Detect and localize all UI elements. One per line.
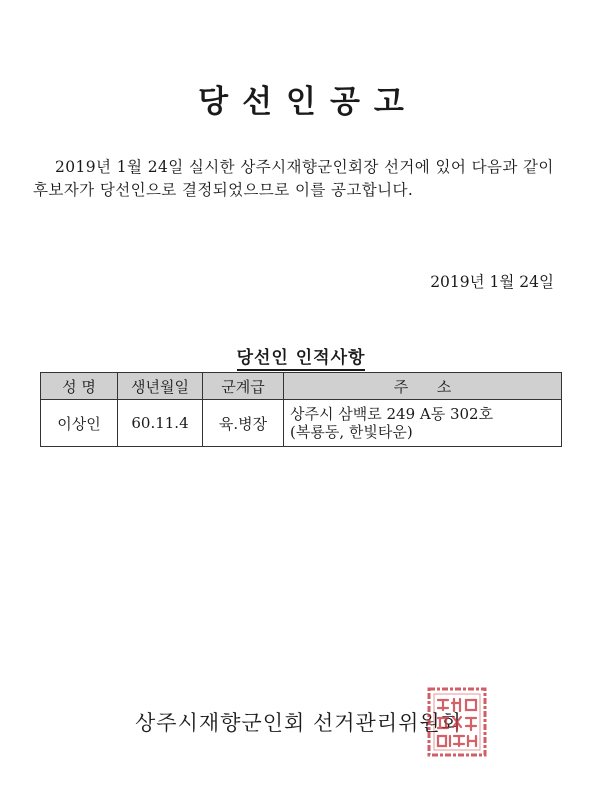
issuer-name: 상주시재향군인회 선거관리위원회: [135, 711, 462, 735]
announcement-body: 2019년 1월 24일 실시한 상주시재향군인회장 선거에 있어 다음과 같이 후보자가 당선인으로 결정되었으므로 이를 공고합니다.: [33, 158, 554, 200]
section-subtitle: [0, 343, 602, 368]
cell-address: [284, 400, 562, 447]
table-header-row: [41, 373, 562, 400]
announcement-date: 2019년 1월 24일: [430, 273, 554, 291]
header-name: 성 명: [41, 373, 118, 400]
address-line-1: 상주시 삼백로 249 A동 302호: [290, 405, 494, 423]
official-seal-icon: [426, 686, 488, 758]
cell-name: 이상인: [41, 400, 118, 447]
cell-rank: 육.병장: [203, 400, 284, 447]
section-subtitle-text: 당선인 인적사항: [237, 348, 366, 371]
address-line-2: (복룡동, 한빛타운): [290, 423, 413, 441]
page-title: 당선인공고: [198, 84, 418, 120]
table-row: [41, 400, 562, 447]
header-rank: 군계급: [203, 373, 284, 400]
winner-info-table: [40, 372, 562, 447]
header-address: 주 소: [284, 373, 562, 400]
cell-birthdate: 60.11.4: [118, 400, 203, 447]
header-birthdate: 생년월일: [118, 373, 203, 400]
